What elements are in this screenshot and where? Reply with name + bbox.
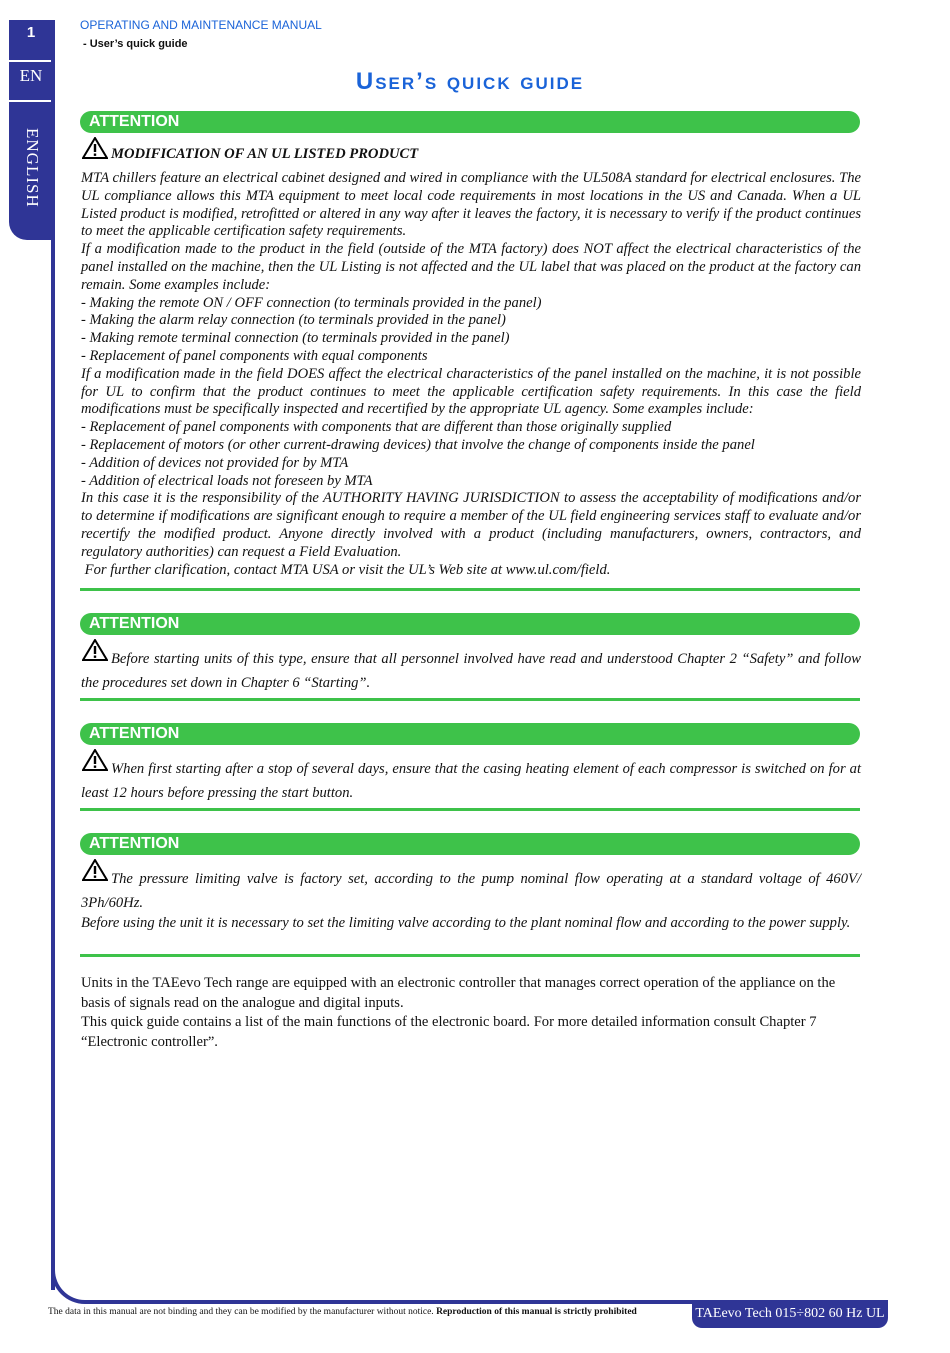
paragraph: In this case it is the responsibility of the AUTHORITY HAVING JURISDICTION to assess the acceptability of modifications and/or to determine if modifications are significant enough to require a member of the UL field engineering services staff to evaluate and/or recertify the modified product. Anyone directly involved with a product (including manufacturers, owners, contractors, and regulatory authorities) can request a Field Evaluation. bbox=[81, 490, 861, 560]
language-code: EN bbox=[19, 66, 43, 85]
intro-text bbox=[81, 974, 861, 1052]
list-item: - Addition of devices not provided for by MTA bbox=[81, 454, 349, 471]
list-item: - Making the remote ON / OFF connection (to terminals provided in the panel) bbox=[81, 294, 542, 311]
paragraph: Before using the unit it is necessary to set the limiting valve according to the plant nominal flow and according to the power supply. bbox=[81, 915, 851, 931]
list-item: - Replacement of panel components with equal components bbox=[81, 347, 428, 364]
paragraph: MTA chillers feature an electrical cabinet designed and wired in compliance with the UL508A standard for electrical enclosures. The UL compliance allows this MTA equipment to meet local code requirements in most locations in the US and Canada. When a UL Listed product is modified, retrofitted or altered in any way after it leaves the factory, it is necessary to verify if the product continues to meet the applicable certification safety requirements. bbox=[81, 170, 861, 240]
page-title: User’s quick guide bbox=[355, 68, 585, 95]
sidebar-border-line bbox=[51, 20, 55, 1290]
section-divider bbox=[80, 954, 860, 957]
list-item: - Replacement of motors (or other current-drawing devices) that involve the change of components inside the panel bbox=[81, 436, 755, 453]
modification-heading: MODIFICATION OF AN UL LISTED PRODUCT bbox=[111, 146, 419, 162]
footer-disclaimer bbox=[48, 1307, 637, 1317]
paragraph: If a modification made to the product in the field (outside of the MTA factory) does NOT affect the electrical characteristics of the panel installed on the machine, then the UL Listing is not affected and the UL label that was placed on the product at the factory can remain. Some examples include: bbox=[81, 241, 861, 293]
attention-banner: ATTENTION bbox=[80, 111, 860, 133]
ul-modification-text bbox=[81, 170, 861, 579]
paragraph: For further clarification, contact MTA USA or visit the UL’s Web site at www.ul.com/field. bbox=[81, 561, 611, 578]
warning-icon bbox=[82, 137, 108, 159]
sidebar-divider bbox=[9, 100, 53, 102]
section-divider bbox=[80, 808, 860, 811]
model-badge: TAEevo Tech 015÷802 60 Hz UL bbox=[692, 1302, 888, 1328]
section-divider bbox=[80, 588, 860, 591]
safety-notice-text: Before starting units of this type, ensure that all personnel involved have read and understood Chapter 2 “Safety” and follow the procedures set down in Chapter 6 “Starting”. bbox=[81, 651, 861, 691]
attention-banner: ATTENTION bbox=[80, 833, 860, 855]
list-item: - Replacement of panel components with components that are different than those originally supplied bbox=[81, 419, 672, 436]
disclaimer-text: The data in this manual are not binding and they can be modified by the manufacturer without notice. bbox=[48, 1307, 434, 1317]
manual-title: OPERATING AND MAINTENANCE MANUAL bbox=[80, 18, 322, 32]
list-item: - Addition of electrical loads not foreseen by MTA bbox=[81, 472, 373, 489]
language-name: ENGLISH bbox=[23, 128, 42, 208]
paragraph: If a modification made in the field DOES affect the electrical characteristics of the panel installed on the machine, it is not possible for UL to confirm that the product continues to meet the applicable certification safety requirements. In this case the field modifications must be specifically inspected and recertified by the appropriate UL agency. Some examples include: bbox=[81, 365, 861, 418]
attention-banner: ATTENTION bbox=[80, 723, 860, 745]
paragraph: Units in the TAEevo Tech range are equipped with an electronic controller that manages correct operation of the appliance on the basis of signals read on the analogue and digital inputs. bbox=[81, 975, 836, 1011]
attention-banner: ATTENTION bbox=[80, 613, 860, 635]
reproduction-notice: Reproduction of this manual is strictly prohibited bbox=[436, 1307, 637, 1317]
section-name: - User’s quick guide bbox=[83, 38, 188, 50]
list-item: - Making the alarm relay connection (to terminals provided in the panel) bbox=[81, 312, 506, 329]
sidebar-divider bbox=[9, 60, 53, 62]
pressure-valve-text bbox=[81, 868, 861, 933]
heating-notice-text: When first starting after a stop of several days, ensure that the casing heating element of each compressor is switched on for at least 12 hours before pressing the start button. bbox=[81, 761, 861, 801]
paragraph: The pressure limiting valve is factory set, according to the pump nominal flow operating at a standard voltage of 460V/ 3Ph/60Hz. bbox=[81, 871, 861, 911]
page-number: 1 bbox=[26, 24, 36, 41]
page-border-corner bbox=[51, 1260, 91, 1304]
section-divider bbox=[80, 698, 860, 701]
paragraph: This quick guide contains a list of the main functions of the electronic board. For more detailed information consult Chapter 7 “Electronic controller”. bbox=[81, 1014, 817, 1050]
list-item: - Making remote terminal connection (to terminals provided in the panel) bbox=[81, 330, 510, 347]
